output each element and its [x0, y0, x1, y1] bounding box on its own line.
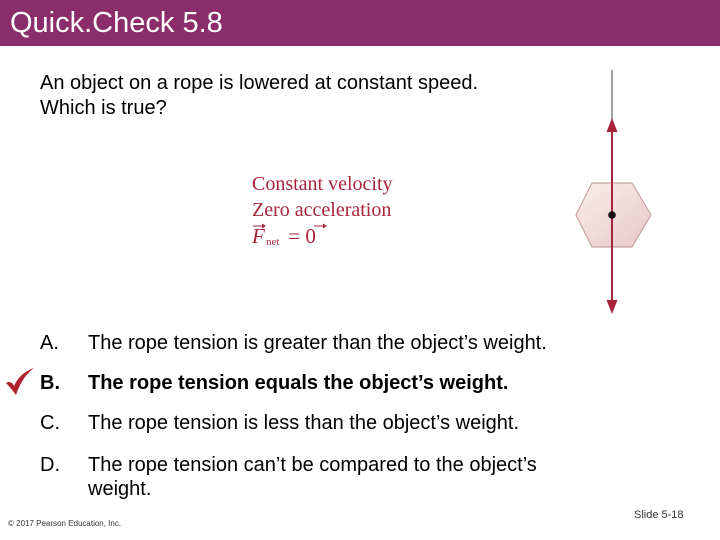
option-letter: B. [40, 372, 60, 394]
title-bar [0, 0, 720, 46]
net-force-symbol: F [252, 224, 265, 248]
option-text: The rope tension is less than the object’s weight. [88, 412, 519, 434]
rope-force-diagram [560, 64, 670, 344]
copyright-notice: © 2017 Pearson Education, Inc. [8, 519, 122, 528]
tension-arrow-head [607, 118, 618, 132]
option-letter: A. [40, 332, 59, 354]
answer-option-d[interactable] [40, 453, 660, 503]
answer-option-c[interactable] [40, 411, 660, 437]
slide-number: Slide 5-18 [634, 509, 684, 521]
option-text-line-2: weight. [88, 478, 152, 500]
option-letter: C. [40, 412, 60, 434]
question-text [40, 71, 600, 121]
answer-option-a[interactable] [40, 331, 660, 357]
net-force-equation [252, 222, 372, 248]
figure-caption-velocity: Constant velocity [252, 173, 393, 195]
slide-title: Quick.Check 5.8 [10, 7, 223, 39]
option-text: The rope tension is greater than the object’s weight. [88, 332, 547, 354]
center-of-mass-dot [608, 211, 616, 219]
answer-option-b[interactable] [40, 371, 660, 397]
question-line-1: An object on a rope is lowered at constant speed. [40, 72, 479, 94]
figure-caption-acceleration: Zero acceleration [252, 199, 392, 221]
option-text-line-1: The rope tension can’t be compared to the object’s [88, 454, 537, 476]
weight-arrow-head [607, 300, 618, 314]
checkmark-icon [4, 367, 36, 397]
option-letter: D. [40, 454, 60, 476]
vector-arrow-over-zero [314, 222, 328, 230]
net-force-subscript: net [266, 236, 280, 248]
question-line-2: Which is true? [40, 97, 167, 119]
option-text: The rope tension equals the object’s weight. [88, 372, 509, 394]
equals-zero: = 0 [283, 224, 316, 248]
